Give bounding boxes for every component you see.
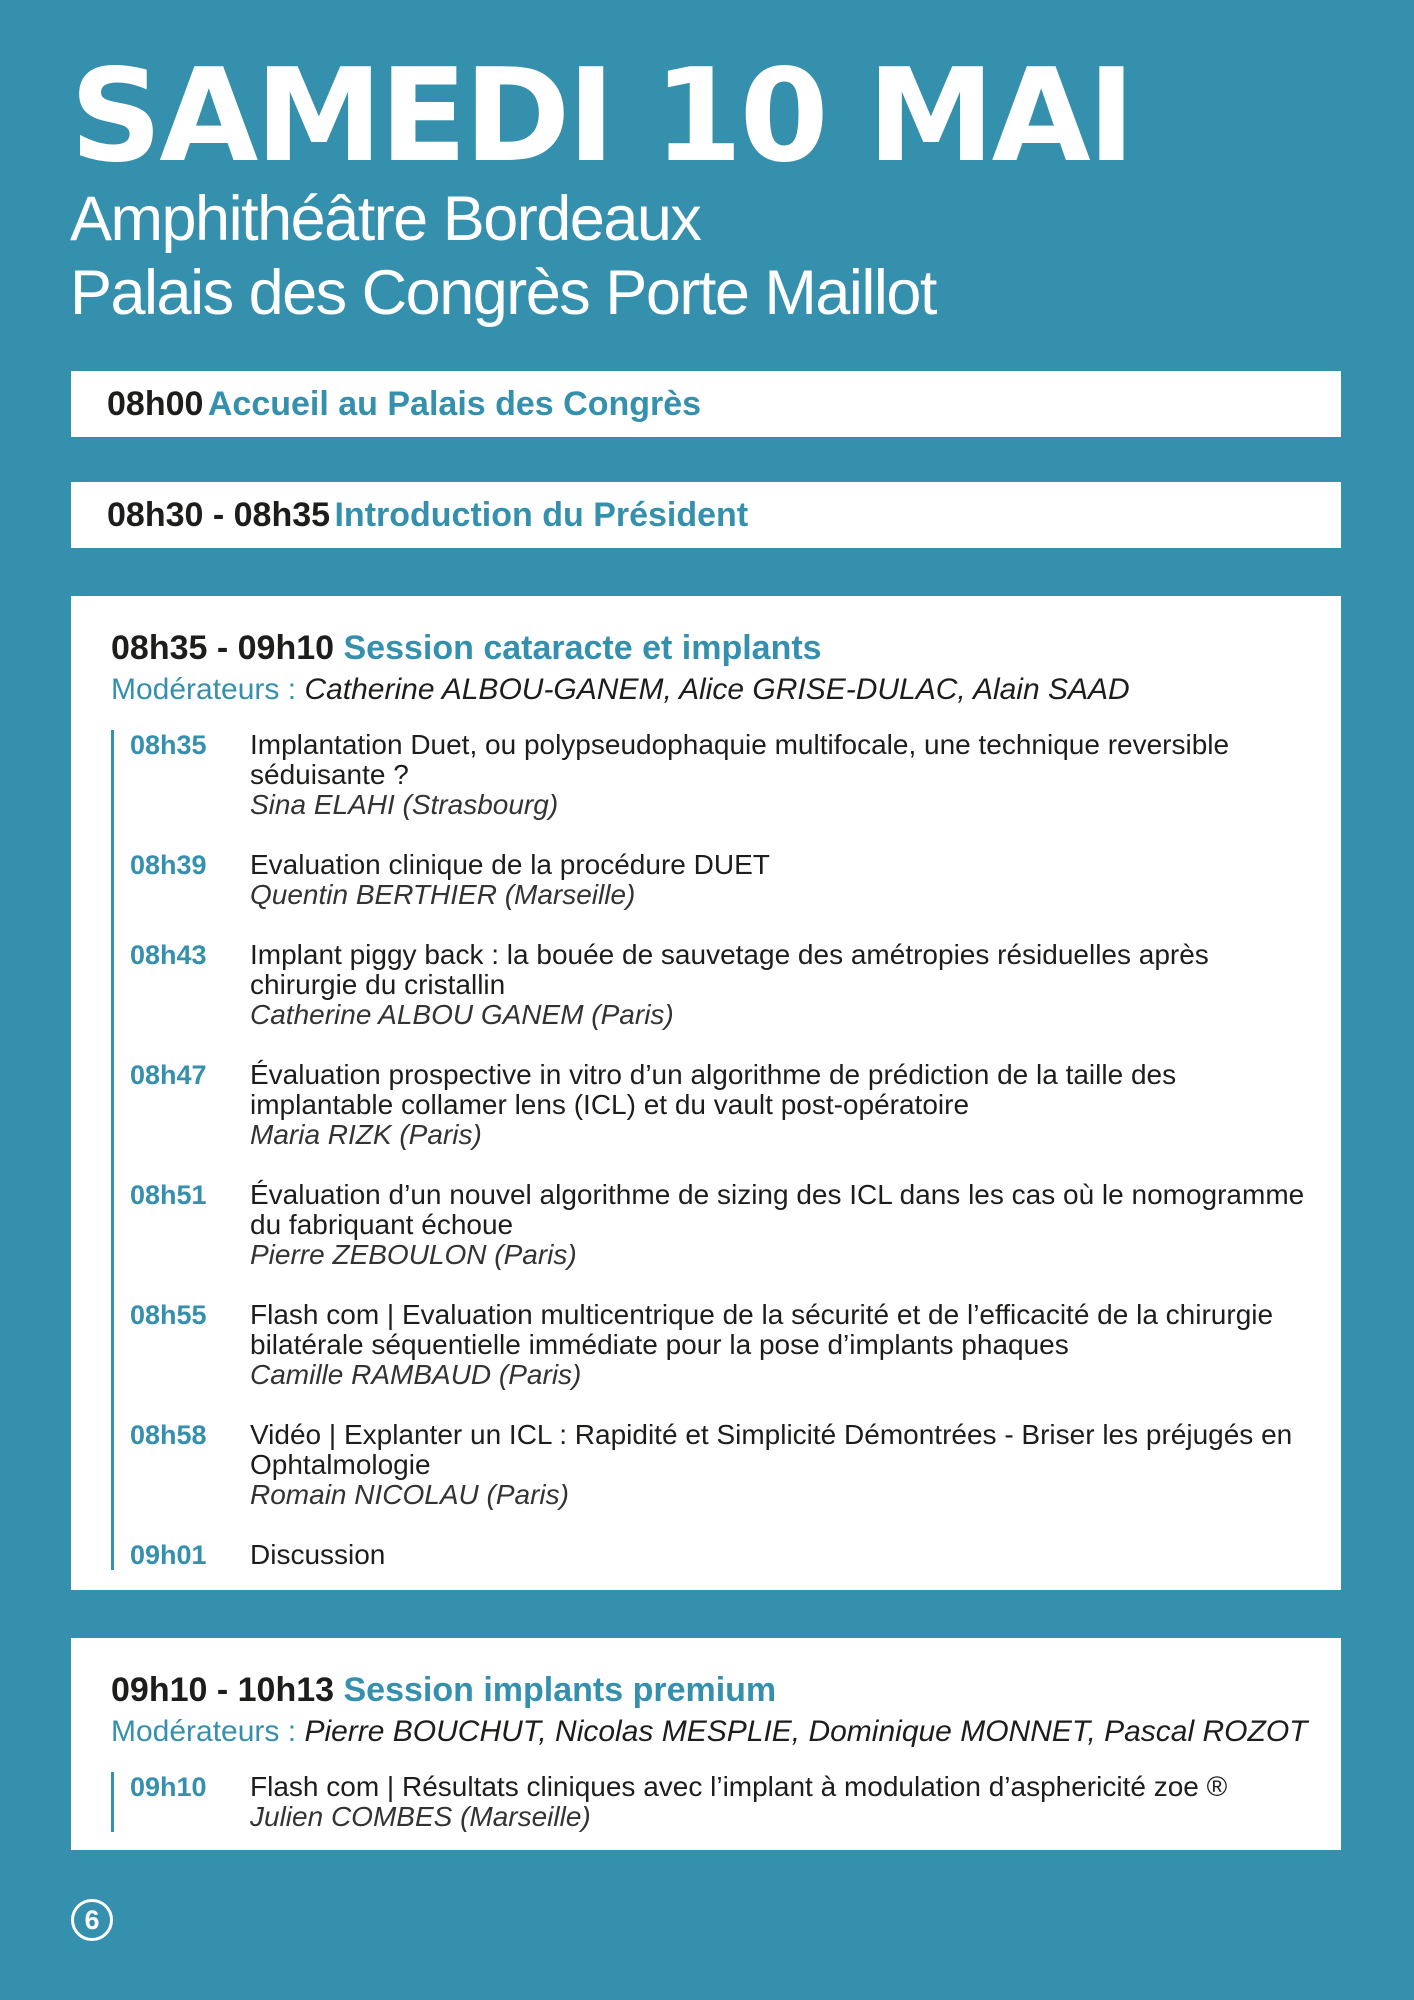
page-number: 6 <box>71 1899 113 1941</box>
talk-author: Maria RIZK (Paris) <box>250 1119 482 1150</box>
talk-time: 09h01 <box>130 1540 207 1570</box>
talk-item <box>114 1540 1341 1570</box>
talk-item <box>114 1772 1341 1832</box>
session-title: Session implants premium <box>343 1671 777 1709</box>
talk-title: Evaluation clinique de la procédure DUET <box>250 849 770 880</box>
page-title: SAMEDI 10 MAI <box>70 42 1133 191</box>
talk-time: 08h47 <box>130 1060 207 1090</box>
session-time: 08h35 - 09h10 <box>111 629 335 667</box>
talk-author: Sina ELAHI (Strasbourg) <box>250 789 559 820</box>
talk-title: Évaluation d’un nouvel algorithme de sizing des ICL dans les cas où le nomogramme du fabriquant échoue <box>250 1179 1305 1240</box>
talk-time: 09h10 <box>130 1772 207 1802</box>
welcome-label: Accueil au Palais des Congrès <box>207 384 702 423</box>
page-header <box>70 42 1133 330</box>
talk-title: Implantation Duet, ou polypseudophaquie multifocale, une technique reversible séduisante ? <box>250 729 1230 790</box>
talk-item <box>114 1180 1341 1270</box>
session-header <box>71 1638 1341 1752</box>
moderators <box>111 1712 1341 1752</box>
moderators-names: Pierre BOUCHUT, Nicolas MESPLIE, Dominique MONNET, Pascal ROZOT <box>304 1715 1308 1748</box>
talk-title: Vidéo | Explanter un ICL : Rapidité et Simplicité Démontrées - Briser les préjugés en Ophtalmologie <box>250 1419 1293 1480</box>
talk-title: Implant piggy back : la bouée de sauvetage des amétropies résiduelles après chirurgie du cristallin <box>250 939 1209 1000</box>
talk-item <box>114 1060 1341 1150</box>
talk-time: 08h43 <box>130 940 207 970</box>
talk-item <box>114 1300 1341 1390</box>
talk-author: Camille RAMBAUD (Paris) <box>250 1359 582 1390</box>
talk-title: Flash com | Résultats cliniques avec l’implant à modulation d’asphericité zoe ® <box>250 1771 1228 1802</box>
talk-author: Romain NICOLAU (Paris) <box>250 1479 569 1510</box>
talk-author: Catherine ALBOU GANEM (Paris) <box>250 999 674 1030</box>
talk-time: 08h39 <box>130 850 207 880</box>
talk-author: Quentin BERTHIER (Marseille) <box>250 879 636 910</box>
session-premium <box>71 1638 1341 1850</box>
talk-time: 08h58 <box>130 1420 207 1450</box>
talk-title: Flash com | Evaluation multicentrique de la sécurité et de l’efficacité de la chirurgie bilatérale séquentielle immédiate pour la pose d’implants phaques <box>250 1299 1274 1360</box>
talk-time: 08h35 <box>130 730 207 760</box>
talk-title: Évaluation prospective in vitro d’un algorithme de prédiction de la taille des implantable collamer lens (ICL) et du vault post-opératoire <box>250 1059 1177 1120</box>
talk-time: 08h51 <box>130 1180 207 1210</box>
intro-label: Introduction du Président <box>334 495 749 534</box>
session-header <box>71 596 1341 710</box>
talk-item <box>114 940 1341 1030</box>
talk-time: 08h55 <box>130 1300 207 1330</box>
moderators-label: Modérateurs : <box>111 1715 297 1748</box>
talk-item <box>114 850 1341 910</box>
talk-list <box>111 1772 1341 1832</box>
talk-item <box>114 1420 1341 1510</box>
session-time: 09h10 - 10h13 <box>111 1671 335 1709</box>
intro-time: 08h30 - 08h35 <box>107 495 331 534</box>
venue-line-1: Amphithéâtre Bordeaux <box>70 184 701 254</box>
intro-block <box>71 482 1341 548</box>
talk-author: Julien COMBES (Marseille) <box>250 1801 591 1832</box>
talk-title: Discussion <box>250 1539 386 1570</box>
talk-item <box>114 730 1341 820</box>
talk-author: Pierre ZEBOULON (Paris) <box>250 1239 577 1270</box>
venue-line-2: Palais des Congrès Porte Maillot <box>70 258 936 328</box>
moderators <box>111 670 1341 710</box>
session-title: Session cataracte et implants <box>343 629 822 667</box>
moderators-names: Catherine ALBOU-GANEM, Alice GRISE-DULAC, Alain SAAD <box>304 673 1130 706</box>
moderators-label: Modérateurs : <box>111 673 297 706</box>
session-cataracte <box>71 596 1341 1590</box>
talk-list <box>111 730 1341 1570</box>
welcome-time: 08h00 <box>107 384 204 423</box>
welcome-block <box>71 371 1341 437</box>
